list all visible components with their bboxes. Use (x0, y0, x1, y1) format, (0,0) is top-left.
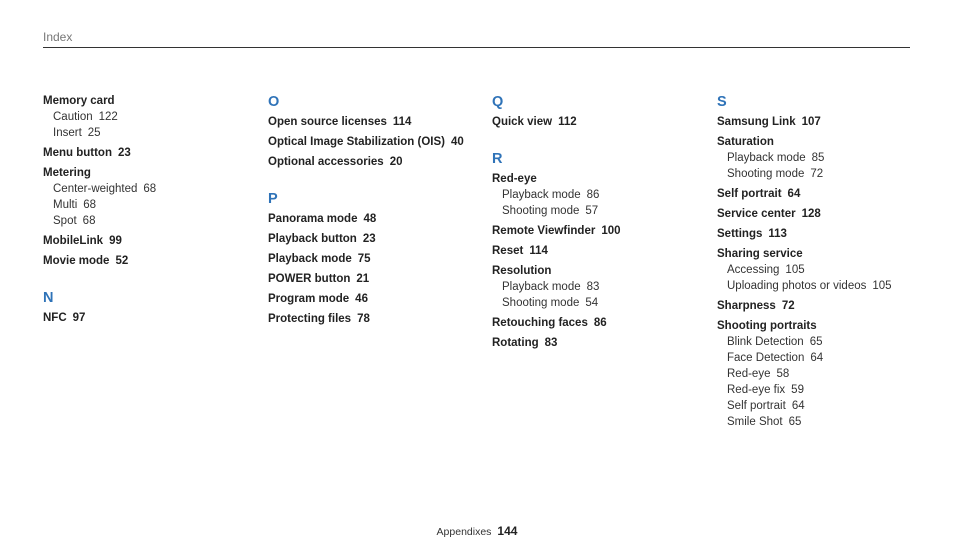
index-term: Panorama mode (268, 213, 358, 225)
index-term: Self portrait (717, 188, 782, 200)
index-subterm: Shooting mode (502, 297, 580, 309)
index-group (717, 93, 932, 430)
index-entry[interactable] (717, 114, 932, 130)
page-title: Index (43, 30, 73, 44)
index-page-ref: 52 (115, 255, 129, 267)
index-term: Sharing service (717, 248, 803, 260)
index-subterm: Playback mode (727, 152, 806, 164)
index-page-ref: 114 (392, 116, 412, 128)
index-subentries (717, 150, 932, 182)
index-subentry[interactable] (43, 109, 258, 125)
index-term: Resolution (492, 265, 552, 277)
index-subentry[interactable] (717, 398, 932, 414)
index-subterm: Face Detection (727, 352, 805, 364)
index-entry[interactable] (268, 231, 483, 247)
index-page-ref: 83 (586, 281, 600, 293)
index-page-ref: 20 (389, 156, 403, 168)
index-page-ref: 85 (811, 152, 825, 164)
index-page-ref: 128 (801, 208, 821, 220)
index-subentry[interactable] (492, 295, 707, 311)
index-group (43, 93, 258, 269)
index-entry[interactable] (492, 223, 707, 239)
index-page-ref: 72 (781, 300, 795, 312)
index-subentry[interactable] (717, 166, 932, 182)
index-term: Rotating (492, 337, 539, 349)
index-term: Metering (43, 167, 91, 179)
index-page-ref: 112 (558, 116, 577, 128)
index-entry[interactable] (43, 165, 258, 181)
index-term: Playback button (268, 233, 357, 245)
index-subentries (43, 181, 258, 229)
index-letter-heading: O (268, 94, 280, 110)
index-entry[interactable] (717, 134, 932, 150)
index-subentries (492, 187, 707, 219)
index-term: Settings (717, 228, 763, 240)
index-subterm: Caution (53, 111, 93, 123)
index-page-ref: 68 (82, 215, 96, 227)
index-entry[interactable] (268, 114, 483, 130)
index-term: NFC (43, 312, 67, 324)
index-subentry[interactable] (717, 150, 932, 166)
index-page-ref: 48 (363, 213, 377, 225)
index-page-ref: 97 (72, 312, 86, 324)
index-subterm: Insert (53, 127, 82, 139)
index-column-3 (492, 93, 707, 371)
index-page-ref: 83 (544, 337, 558, 349)
index-term: Reset (492, 245, 524, 257)
index-term: Remote Viewfinder (492, 225, 596, 237)
index-term: Sharpness (717, 300, 776, 312)
index-page-ref: 64 (810, 352, 824, 364)
index-page-ref: 57 (585, 205, 599, 217)
index-page-ref: 46 (355, 293, 368, 305)
index-subentry[interactable] (492, 279, 707, 295)
index-subentry[interactable] (717, 262, 932, 278)
footer-section: Appendixes (436, 526, 492, 538)
index-subentry[interactable] (43, 197, 258, 213)
index-entry[interactable] (717, 186, 932, 202)
index-subentry[interactable] (717, 334, 932, 350)
index-subentries (492, 279, 707, 311)
index-page-ref: 75 (357, 253, 371, 265)
index-page-ref: 54 (585, 297, 599, 309)
index-entry[interactable] (268, 211, 483, 227)
index-page-ref: 99 (109, 235, 122, 247)
index-term: Service center (717, 208, 796, 220)
index-term: Movie mode (43, 255, 110, 267)
index-group (268, 190, 483, 327)
index-subentry[interactable] (43, 125, 258, 141)
index-column-4 (717, 93, 932, 450)
page-number: 144 (497, 524, 518, 538)
index-page-ref: 86 (593, 317, 607, 329)
index-term: MobileLink (43, 235, 104, 247)
index-subentries (717, 334, 932, 430)
index-column-2 (268, 93, 483, 347)
index-page-ref: 64 (787, 188, 801, 200)
index-page-ref: 25 (87, 127, 101, 139)
index-entry[interactable] (717, 298, 932, 314)
index-entry[interactable] (492, 171, 707, 187)
page-footer (0, 523, 954, 540)
index-term: Program mode (268, 293, 350, 305)
index-entry[interactable] (492, 335, 707, 351)
index-page-ref: 122 (98, 111, 118, 123)
index-term: Red-eye (492, 173, 537, 185)
index-entry[interactable] (268, 311, 483, 327)
index-subentry[interactable] (717, 414, 932, 430)
index-subterm: Smile Shot (727, 416, 783, 428)
index-letter-heading: S (717, 94, 727, 110)
index-entry[interactable] (717, 246, 932, 262)
index-subentries (717, 262, 932, 294)
index-subterm: Center-weighted (53, 183, 138, 195)
index-page-ref: 64 (791, 400, 805, 412)
index-entry[interactable] (492, 114, 707, 130)
index-subterm: Spot (53, 215, 77, 227)
index-term: Optional accessories (268, 156, 384, 168)
index-entry[interactable] (717, 226, 932, 242)
index-term: Shooting portraits (717, 320, 817, 332)
index-group (492, 93, 707, 130)
index-letter-heading: R (492, 151, 503, 167)
index-entry[interactable] (43, 93, 258, 109)
index-page-ref: 21 (356, 273, 370, 285)
index-subentry[interactable] (717, 350, 932, 366)
index-subterm: Uploading photos or videos (727, 280, 867, 292)
index-subterm: Red-eye fix (727, 384, 786, 396)
index-term: Optical Image Stabilization (OIS) (268, 136, 445, 148)
index-page-ref: 105 (785, 264, 805, 276)
index-group (43, 289, 258, 326)
index-entry[interactable] (43, 145, 258, 161)
index-term: POWER button (268, 273, 351, 285)
index-subentry[interactable] (43, 213, 258, 229)
index-entry[interactable] (268, 134, 483, 150)
index-entry[interactable] (268, 154, 483, 170)
index-page-ref: 68 (143, 183, 157, 195)
index-page-ref: 107 (801, 116, 821, 128)
index-page-ref: 23 (362, 233, 376, 245)
index-page-ref: 86 (586, 189, 600, 201)
index-subterm: Self portrait (727, 400, 786, 412)
index-entry[interactable] (43, 253, 258, 269)
index-term: Playback mode (268, 253, 352, 265)
index-page-ref: 65 (788, 416, 802, 428)
index-subterm: Playback mode (502, 189, 581, 201)
index-entry[interactable] (43, 233, 258, 249)
index-subentry[interactable] (717, 278, 932, 294)
index-page-ref: 58 (776, 368, 790, 380)
index-subterm: Blink Detection (727, 336, 804, 348)
index-page-ref: 65 (809, 336, 823, 348)
index-subentry[interactable] (43, 181, 258, 197)
index-entry[interactable] (268, 251, 483, 267)
index-page-ref: 100 (601, 225, 621, 237)
index-column-1 (43, 93, 258, 346)
index-subterm: Shooting mode (502, 205, 580, 217)
index-subterm: Multi (53, 199, 78, 211)
index-term: Protecting files (268, 313, 352, 325)
index-term: Open source licenses (268, 116, 387, 128)
index-page-ref: 68 (83, 199, 97, 211)
index-page-ref: 72 (810, 168, 824, 180)
index-letter-heading: Q (492, 94, 504, 110)
index-letter-heading: P (268, 191, 278, 207)
index-entry[interactable] (717, 318, 932, 334)
index-entry[interactable] (268, 271, 483, 287)
index-term: Retouching faces (492, 317, 588, 329)
index-subterm: Accessing (727, 264, 780, 276)
index-entry[interactable] (43, 310, 258, 326)
index-subentry[interactable] (492, 203, 707, 219)
index-term: Menu button (43, 147, 112, 159)
index-entry[interactable] (492, 243, 707, 259)
index-subentry[interactable] (492, 187, 707, 203)
index-subterm: Shooting mode (727, 168, 805, 180)
index-page-ref: 114 (529, 245, 548, 257)
index-group (492, 150, 707, 351)
index-page-ref: 113 (768, 228, 787, 240)
index-subterm: Playback mode (502, 281, 581, 293)
index-page-ref: 23 (117, 147, 131, 159)
index-page-ref: 40 (451, 136, 464, 148)
index-term: Samsung Link (717, 116, 796, 128)
index-entry[interactable] (717, 206, 932, 222)
index-subentries (43, 109, 258, 141)
page-header (43, 30, 910, 48)
index-page-ref: 78 (357, 313, 370, 325)
index-subterm: Red-eye (727, 368, 771, 380)
index-page-ref: 105 (872, 280, 892, 292)
index-term: Memory card (43, 95, 115, 107)
index-term: Quick view (492, 116, 553, 128)
index-subentry[interactable] (717, 382, 932, 398)
index-subentry[interactable] (717, 366, 932, 382)
index-entry[interactable] (268, 291, 483, 307)
index-entry[interactable] (492, 263, 707, 279)
index-term: Saturation (717, 136, 774, 148)
index-group (268, 93, 483, 170)
index-entry[interactable] (492, 315, 707, 331)
index-page-ref: 59 (791, 384, 804, 396)
index-letter-heading: N (43, 290, 54, 306)
